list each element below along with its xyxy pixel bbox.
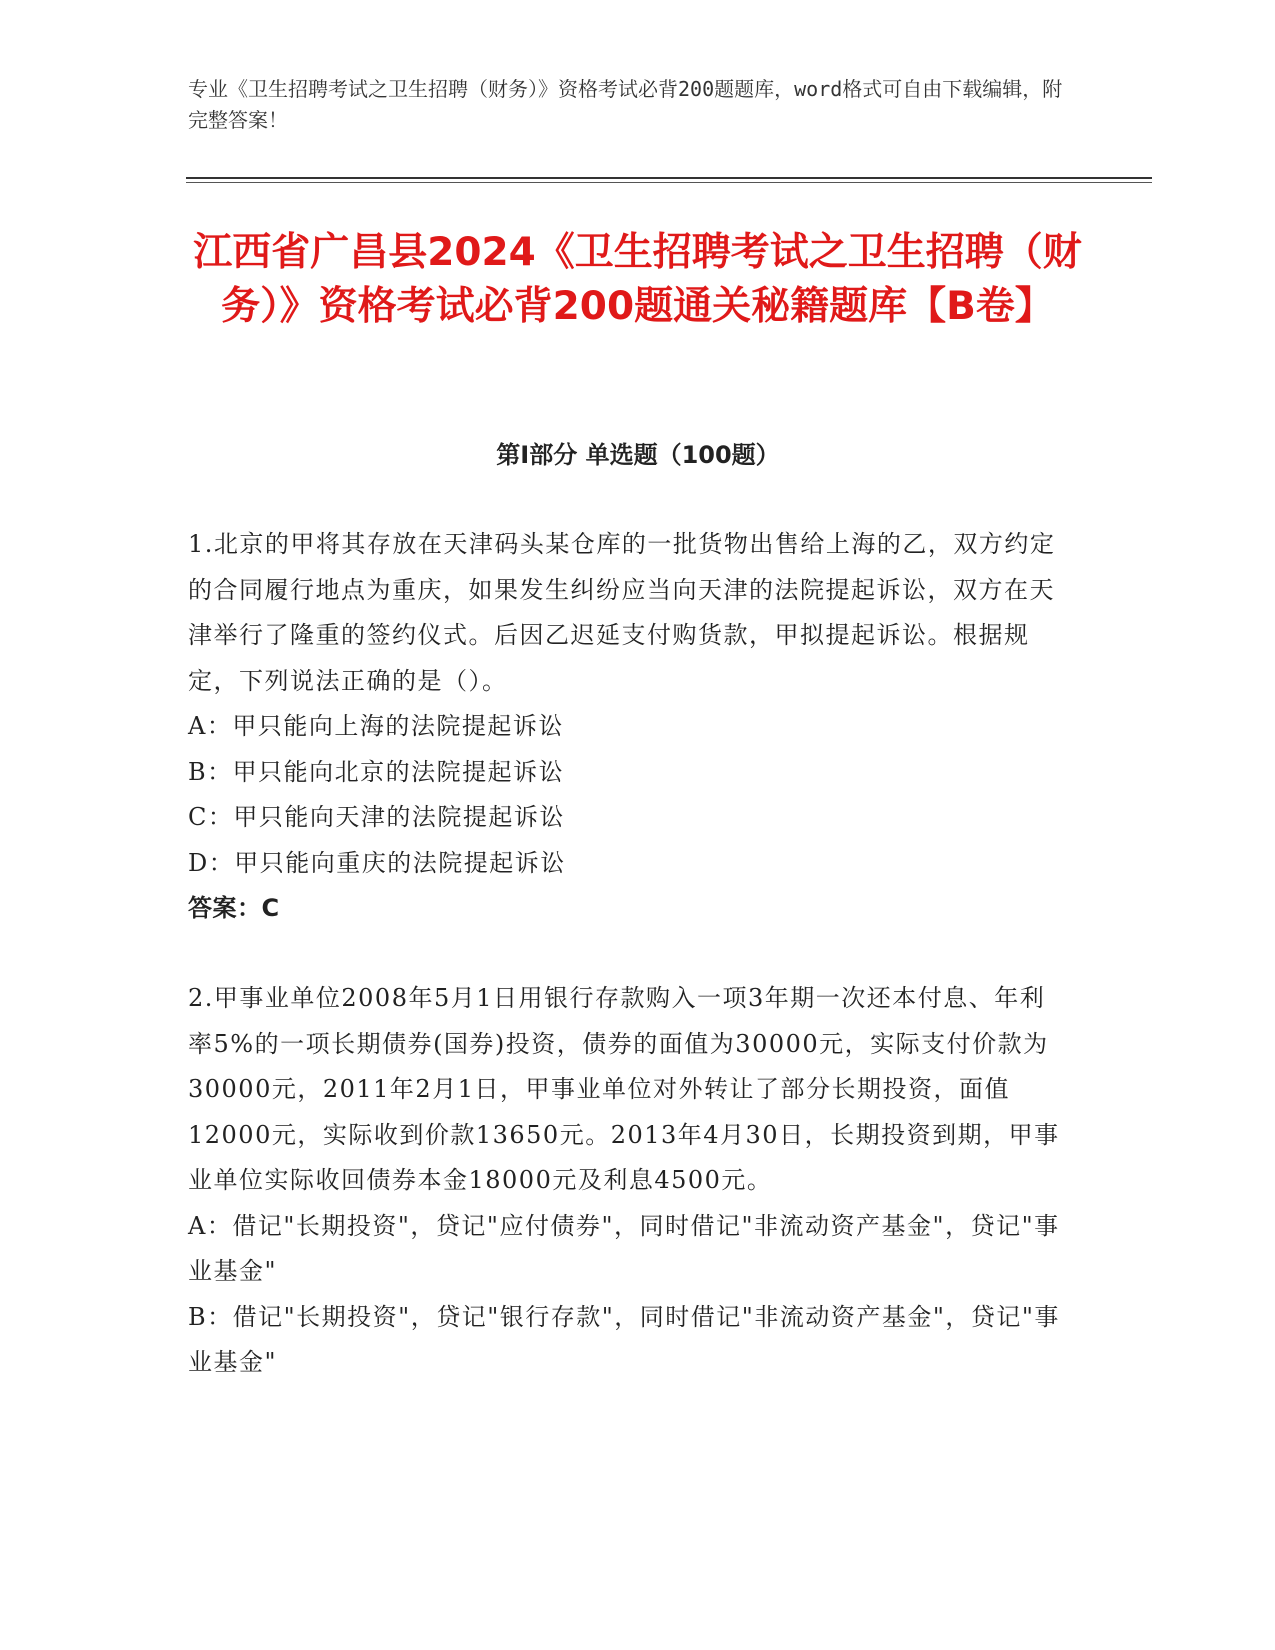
option-d: D：甲只能向重庆的法院提起诉讼: [188, 848, 566, 877]
option-a: A：甲只能向上海的法院提起诉讼: [188, 712, 564, 740]
answer-label: 答案：C: [188, 894, 280, 922]
question-stem: 1.北京的甲将其存放在天津码头某仓库的一批货物出售给上海的乙，双方约定的合同履行地点为重庆，如果发生纠纷应当向天津的法院提起诉讼，双方在天津举行了隆重的签约仪式。后因乙迟延支付购货款，甲拟提起诉讼。根据规定，下列说法正确的是（）。: [188, 530, 1056, 695]
section-heading: 第Ⅰ部分 单选题（100题）: [496, 441, 780, 469]
question-2: [188, 976, 1068, 1386]
option-a: A：借记"长期投资"，贷记"应付债券"，同时借记"非流动资产基金"，贷记"事业基金": [188, 1211, 1060, 1285]
header-note: 专业《卫生招聘考试之卫生招聘（财务）》资格考试必背200题题库，word格式可自由下载编辑，附完整答案！: [188, 77, 1063, 132]
option-b: B：甲只能向北京的法院提起诉讼: [188, 757, 565, 786]
question-1: [188, 522, 1068, 932]
document-title: 江西省广昌县2024《卫生招聘考试之卫生招聘（财务）》资格考试必背200题通关秘籍题库【B卷】: [193, 230, 1082, 329]
header-divider-thick: [186, 177, 1152, 179]
question-stem: 2.甲事业单位2008年5月1日用银行存款购入一项3年期一次还本付息、年利率5%的一项长期债券(国券)投资，债券的面值为30000元，实际支付价款为30000元，2011年2月1日，甲事业单位对外转让了部分长期投资，面值12000元，实际收到价款13650元。2013年4月30日，长期投资到期，甲事业单位实际收回债券本金18000元及利息4500元。: [188, 984, 1060, 1194]
header-divider-thin: [186, 182, 1152, 183]
option-b: B：借记"长期投资"，贷记"银行存款"，同时借记"非流动资产基金"，贷记"事业基金": [188, 1302, 1060, 1376]
option-c: C：甲只能向天津的法院提起诉讼: [188, 803, 565, 831]
